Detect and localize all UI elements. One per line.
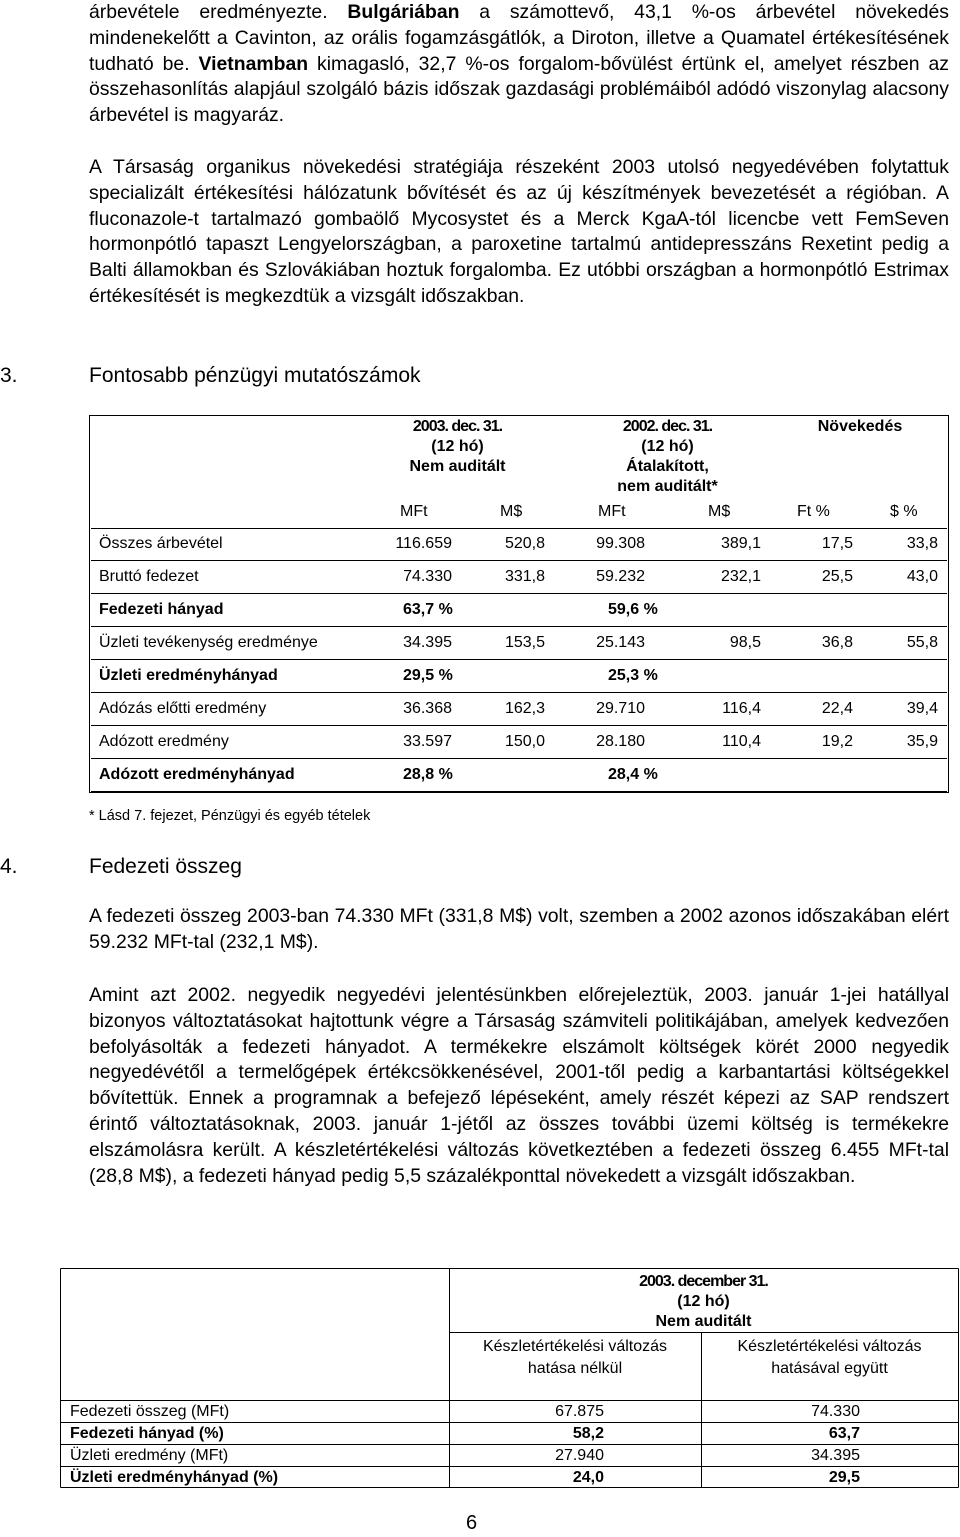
text-segment: kimagasló, 32,7 %-os forgalom-bővülést értünk el, amelyet részben az összehasonlítás alapjául szolgáló bázis időszak gazdasági problémáiból adódó viszonylag alacsony árbevétel is magyaráz. bbox=[89, 52, 949, 127]
header-growth-title: Növekedés bbox=[817, 418, 903, 435]
header-status: Nem auditált bbox=[655, 1313, 752, 1330]
header-line: Készletértékelési változás bbox=[482, 1338, 668, 1355]
row-label: Adózott eredmény bbox=[99, 733, 229, 750]
table-cell: 99.308 bbox=[596, 535, 645, 552]
header-line: Készletértékelési változás bbox=[737, 1338, 922, 1355]
table-cell: 33,8 bbox=[906, 535, 938, 552]
row-label: Üzleti eredmény (MFt) bbox=[70, 1447, 229, 1464]
table-cell: 36,8 bbox=[821, 634, 853, 651]
table-cell: 28.180 bbox=[596, 733, 645, 750]
bold-country-bulgaria: Bulgáriában bbox=[347, 1, 460, 23]
header-period: (12 hó) bbox=[641, 438, 694, 455]
section-number: 3. bbox=[0, 364, 18, 387]
table-cell: 59,6 % bbox=[608, 601, 658, 618]
unit-label: M$ bbox=[708, 503, 731, 520]
col-header-without-change bbox=[449, 1336, 701, 1380]
table-cell: 28,8 % bbox=[403, 766, 453, 783]
table-cell: 116.659 bbox=[395, 535, 452, 552]
unit-label: $ % bbox=[890, 503, 918, 520]
table-cell: 232,1 bbox=[720, 568, 761, 585]
table-cell: 389,1 bbox=[720, 535, 761, 552]
table-cell: 33.597 bbox=[403, 733, 452, 750]
table2-header bbox=[449, 1272, 958, 1332]
header-date: 2002. dec. 31. bbox=[622, 418, 713, 435]
table-cell: 36.368 bbox=[403, 700, 452, 717]
table-cell: 63,7 % bbox=[403, 601, 453, 618]
table-cell: 116,4 bbox=[722, 700, 761, 717]
table-cell: 331,8 bbox=[504, 568, 545, 585]
bold-country-vietnam: Vietnamban bbox=[198, 52, 309, 75]
table-cell: 98,5 bbox=[729, 634, 761, 651]
row-label: Üzleti eredményhányad (%) bbox=[70, 1469, 279, 1486]
section-number: 4. bbox=[0, 855, 18, 878]
table-cell: 19,2 bbox=[821, 733, 853, 750]
table-cell: 29,5 % bbox=[403, 667, 453, 684]
section-heading-3 bbox=[0, 364, 421, 388]
header-period: (12 hó) bbox=[677, 1293, 730, 1310]
table-cell: 34.395 bbox=[403, 634, 452, 651]
table-cell: 520,8 bbox=[504, 535, 545, 552]
text-segment: Amint azt 2002. negyedik negyedévi jelentésünkben előrejeleztük, 2003. január 1-jei hatállyal bizonyos változtatásokat hajtottunk végre a Társaság számviteli politikájában, amelyek kedvezően befolyásolták a fedezeti hányadot. A termékekre elszámolt költségek körét 2000 negyedik negyedévétől a termelőgépek értékcsökkenésével, 2001-től pedig a karbantartási költségekkel bővítettük. Ennek a programnak a befejező lépéseként, amely részét képezi az SAP rendszert érintő változtatásoknak, 2003. január 1-jétől az összes további üzemi költség is termékekre elszámolásra került. A készletértékelési változás következtében a fedezeti összeg 6.455 MFt-tal (28,8 M$), a fedezeti hányad pedig 5,5 százalékponttal növekedett a vizsgált időszakban. bbox=[89, 984, 949, 1187]
footnote: * Lásd 7. fejezet, Pénzügyi és egyéb tételek bbox=[89, 808, 371, 824]
table-cell: 150,0 bbox=[504, 733, 545, 750]
section-title: Fedezeti összeg bbox=[89, 855, 242, 878]
table-cell: 153,5 bbox=[504, 634, 545, 651]
row-label: Fedezeti hányad bbox=[99, 601, 224, 618]
table-cell: 162,3 bbox=[504, 700, 545, 717]
table-cell: 58,2 bbox=[572, 1425, 604, 1442]
section-heading-4 bbox=[0, 855, 242, 879]
table-cell: 39,4 bbox=[906, 700, 938, 717]
table-cell: 17,5 bbox=[821, 535, 853, 552]
text-segment: A Társaság organikus növekedési stratégiája részeként 2003 utolsó negyedévében folytattuk specializált értékesítési hálózatunk bővítését és az új készítmények bevezetését a régióban. A fluconazole-t tartalmazó gombaölő Mycosystet és a Merck KgaA-tól licencbe vett FemSeven hormonpótló tapaszt Lengyelországban, a paroxetine tartalmú antidepresszáns Rexetint pedig a Balti államokban és Szlovákiában hoztuk forgalomba. Ez utóbbi országban a hormonpótló Estrimax értékesítését is megkezdtük a vizsgált időszakban. bbox=[89, 156, 949, 307]
row-label: Fedezeti hányad (%) bbox=[70, 1425, 224, 1442]
text-segment: árbevétele eredményezte. bbox=[89, 1, 348, 23]
table-cell: 110,4 bbox=[722, 733, 761, 750]
table-cell: 55,8 bbox=[906, 634, 938, 651]
table-cell: 34.395 bbox=[811, 1447, 860, 1464]
table-cell: 25,5 bbox=[821, 568, 853, 585]
header-status: Nem auditált bbox=[409, 458, 506, 475]
table-cell: 29,5 bbox=[828, 1469, 860, 1486]
unit-label: MFt bbox=[400, 503, 428, 520]
row-label: Üzleti eredményhányad bbox=[99, 667, 278, 684]
table-cell: 29.710 bbox=[596, 700, 645, 717]
table-cell: 25,3 % bbox=[608, 667, 658, 684]
table-cell: 74.330 bbox=[811, 1403, 860, 1420]
header-status: nem auditált* bbox=[617, 478, 718, 495]
header-line: hatásával együtt bbox=[771, 1360, 888, 1377]
table-cell: 24,0 bbox=[572, 1469, 604, 1486]
row-label: Adózás előtti eredmény bbox=[99, 700, 267, 717]
table-cell: 22,4 bbox=[821, 700, 853, 717]
table-cell: 35,9 bbox=[906, 733, 938, 750]
table-cell: 28,4 % bbox=[608, 766, 658, 783]
row-label: Bruttó fedezet bbox=[99, 568, 199, 585]
table-cell: 43,0 bbox=[906, 568, 938, 585]
row-label: Fedezeti összeg (MFt) bbox=[70, 1403, 230, 1420]
row-label: Üzleti tevékenység eredménye bbox=[99, 634, 318, 651]
col-header-with-change bbox=[701, 1336, 958, 1380]
unit-label: Ft % bbox=[797, 503, 830, 520]
header-date: 2003. december 31. bbox=[639, 1273, 768, 1290]
header-date: 2003. dec. 31. bbox=[412, 418, 503, 435]
header-status: Átalakított, bbox=[626, 458, 709, 475]
header-line: hatása nélkül bbox=[527, 1360, 623, 1377]
table-cell: 67.875 bbox=[555, 1403, 604, 1420]
table-cell: 25.143 bbox=[596, 634, 645, 651]
table-cell: 74.330 bbox=[403, 568, 452, 585]
text-segment: a számottevő, 43,1 %-os árbevétel növekedés mindenekelőtt a Cavinton, az orális fogamzásgátlók, a Diroton, illetve a Quamatel értékesítésének tudható be. bbox=[89, 1, 950, 75]
page-number: 6 bbox=[466, 1512, 478, 1534]
row-label: Adózott eredményhányad bbox=[99, 766, 295, 783]
header-period: (12 hó) bbox=[431, 438, 484, 455]
table-cell: 63,7 bbox=[828, 1425, 860, 1442]
unit-label: MFt bbox=[598, 503, 626, 520]
table-cell: 27.940 bbox=[555, 1447, 604, 1464]
row-label: Összes árbevétel bbox=[99, 535, 223, 552]
unit-label: M$ bbox=[500, 503, 523, 520]
section-title: Fontosabb pénzügyi mutatószámok bbox=[89, 364, 421, 387]
text-segment: A fedezeti összeg 2003-ban 74.330 MFt (331,8 M$) volt, szemben a 2002 azonos időszakában elért 59.232 MFt-tal (232,1 M$). bbox=[89, 905, 949, 953]
table-cell: 59.232 bbox=[596, 568, 645, 585]
